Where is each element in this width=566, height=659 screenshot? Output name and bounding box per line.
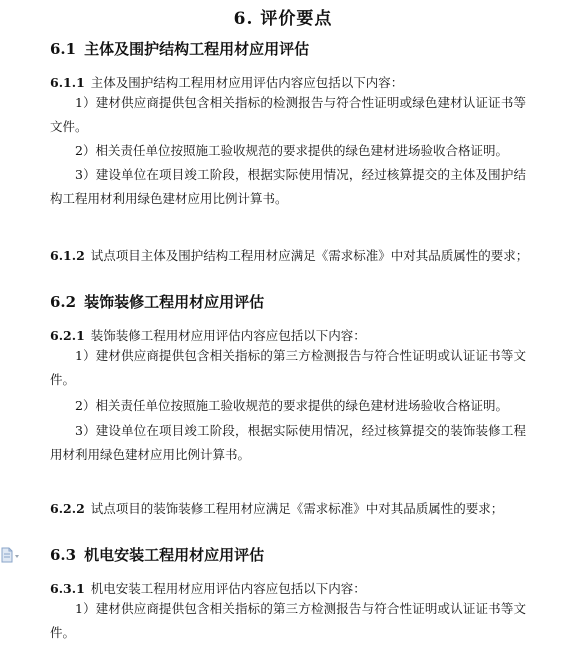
clause-number: 6.1.1 [50, 75, 85, 90]
clause-6-1-2 [50, 246, 528, 264]
clause-6-3-1 [50, 579, 366, 597]
section-number: 6.3 [50, 546, 77, 564]
list-item: 1）建材供应商提供包含相关指标的第三方检测报告与符合性证明或认证证书等文件。 [50, 348, 526, 387]
section-title-text: 主体及围护结构工程用材应用评估 [84, 40, 310, 58]
section-title-text: 装饰装修工程用材应用评估 [84, 293, 265, 311]
clause-number: 6.1.2 [50, 248, 85, 263]
clause-6-2-1 [50, 326, 366, 344]
section-title-6-3 [50, 544, 264, 565]
section-title-6-2 [50, 291, 264, 312]
list-item: 2）相关责任单位按照施工验收规范的要求提供的绿色建材进场验收合格证明。 [75, 143, 508, 158]
list-item: 2）相关责任单位按照施工验收规范的要求提供的绿色建材进场验收合格证明。 [75, 398, 508, 413]
section-number: 6.2 [50, 293, 77, 311]
clause-number: 6.3.1 [50, 581, 85, 596]
section-title-6-1 [50, 38, 309, 59]
clause-6-1-1 [50, 73, 403, 91]
clause-text: 装饰装修工程用材应用评估内容应包括以下内容： [90, 328, 366, 343]
section-number: 6.1 [50, 40, 77, 58]
list-item: 1）建材供应商提供包含相关指标的检测报告与符合性证明或绿色建材认证证书等文件。 [50, 95, 526, 134]
section-title-text: 机电安装工程用材应用评估 [84, 546, 265, 564]
document-icon[interactable] [0, 546, 22, 564]
clause-text: 试点项目主体及围护结构工程用材应满足《需求标准》中对其品质属性的要求； [90, 248, 529, 263]
clause-text: 试点项目的装饰装修工程用材应满足《需求标准》中对其品质属性的要求； [90, 501, 504, 516]
clause-6-2-2 [50, 499, 503, 517]
clause-number: 6.2.1 [50, 328, 85, 343]
clause-number: 6.2.2 [50, 501, 85, 516]
chapter-title: 6. 评价要点 [233, 9, 333, 29]
list-item: 3）建设单位在项目竣工阶段，根据实际使用情况，经过核算提交的装饰装修工程用材利用绿色建材应用比例计算书。 [50, 423, 526, 462]
clause-text: 主体及围护结构工程用材应用评估内容应包括以下内容： [90, 75, 404, 90]
list-item: 1）建材供应商提供包含相关指标的第三方检测报告与符合性证明或认证证书等文件。 [50, 601, 526, 640]
clause-text: 机电安装工程用材应用评估内容应包括以下内容： [90, 581, 366, 596]
list-item: 3）建设单位在项目竣工阶段，根据实际使用情况，经过核算提交的主体及围护结构工程用材利用绿色建材应用比例计算书。 [50, 167, 526, 206]
